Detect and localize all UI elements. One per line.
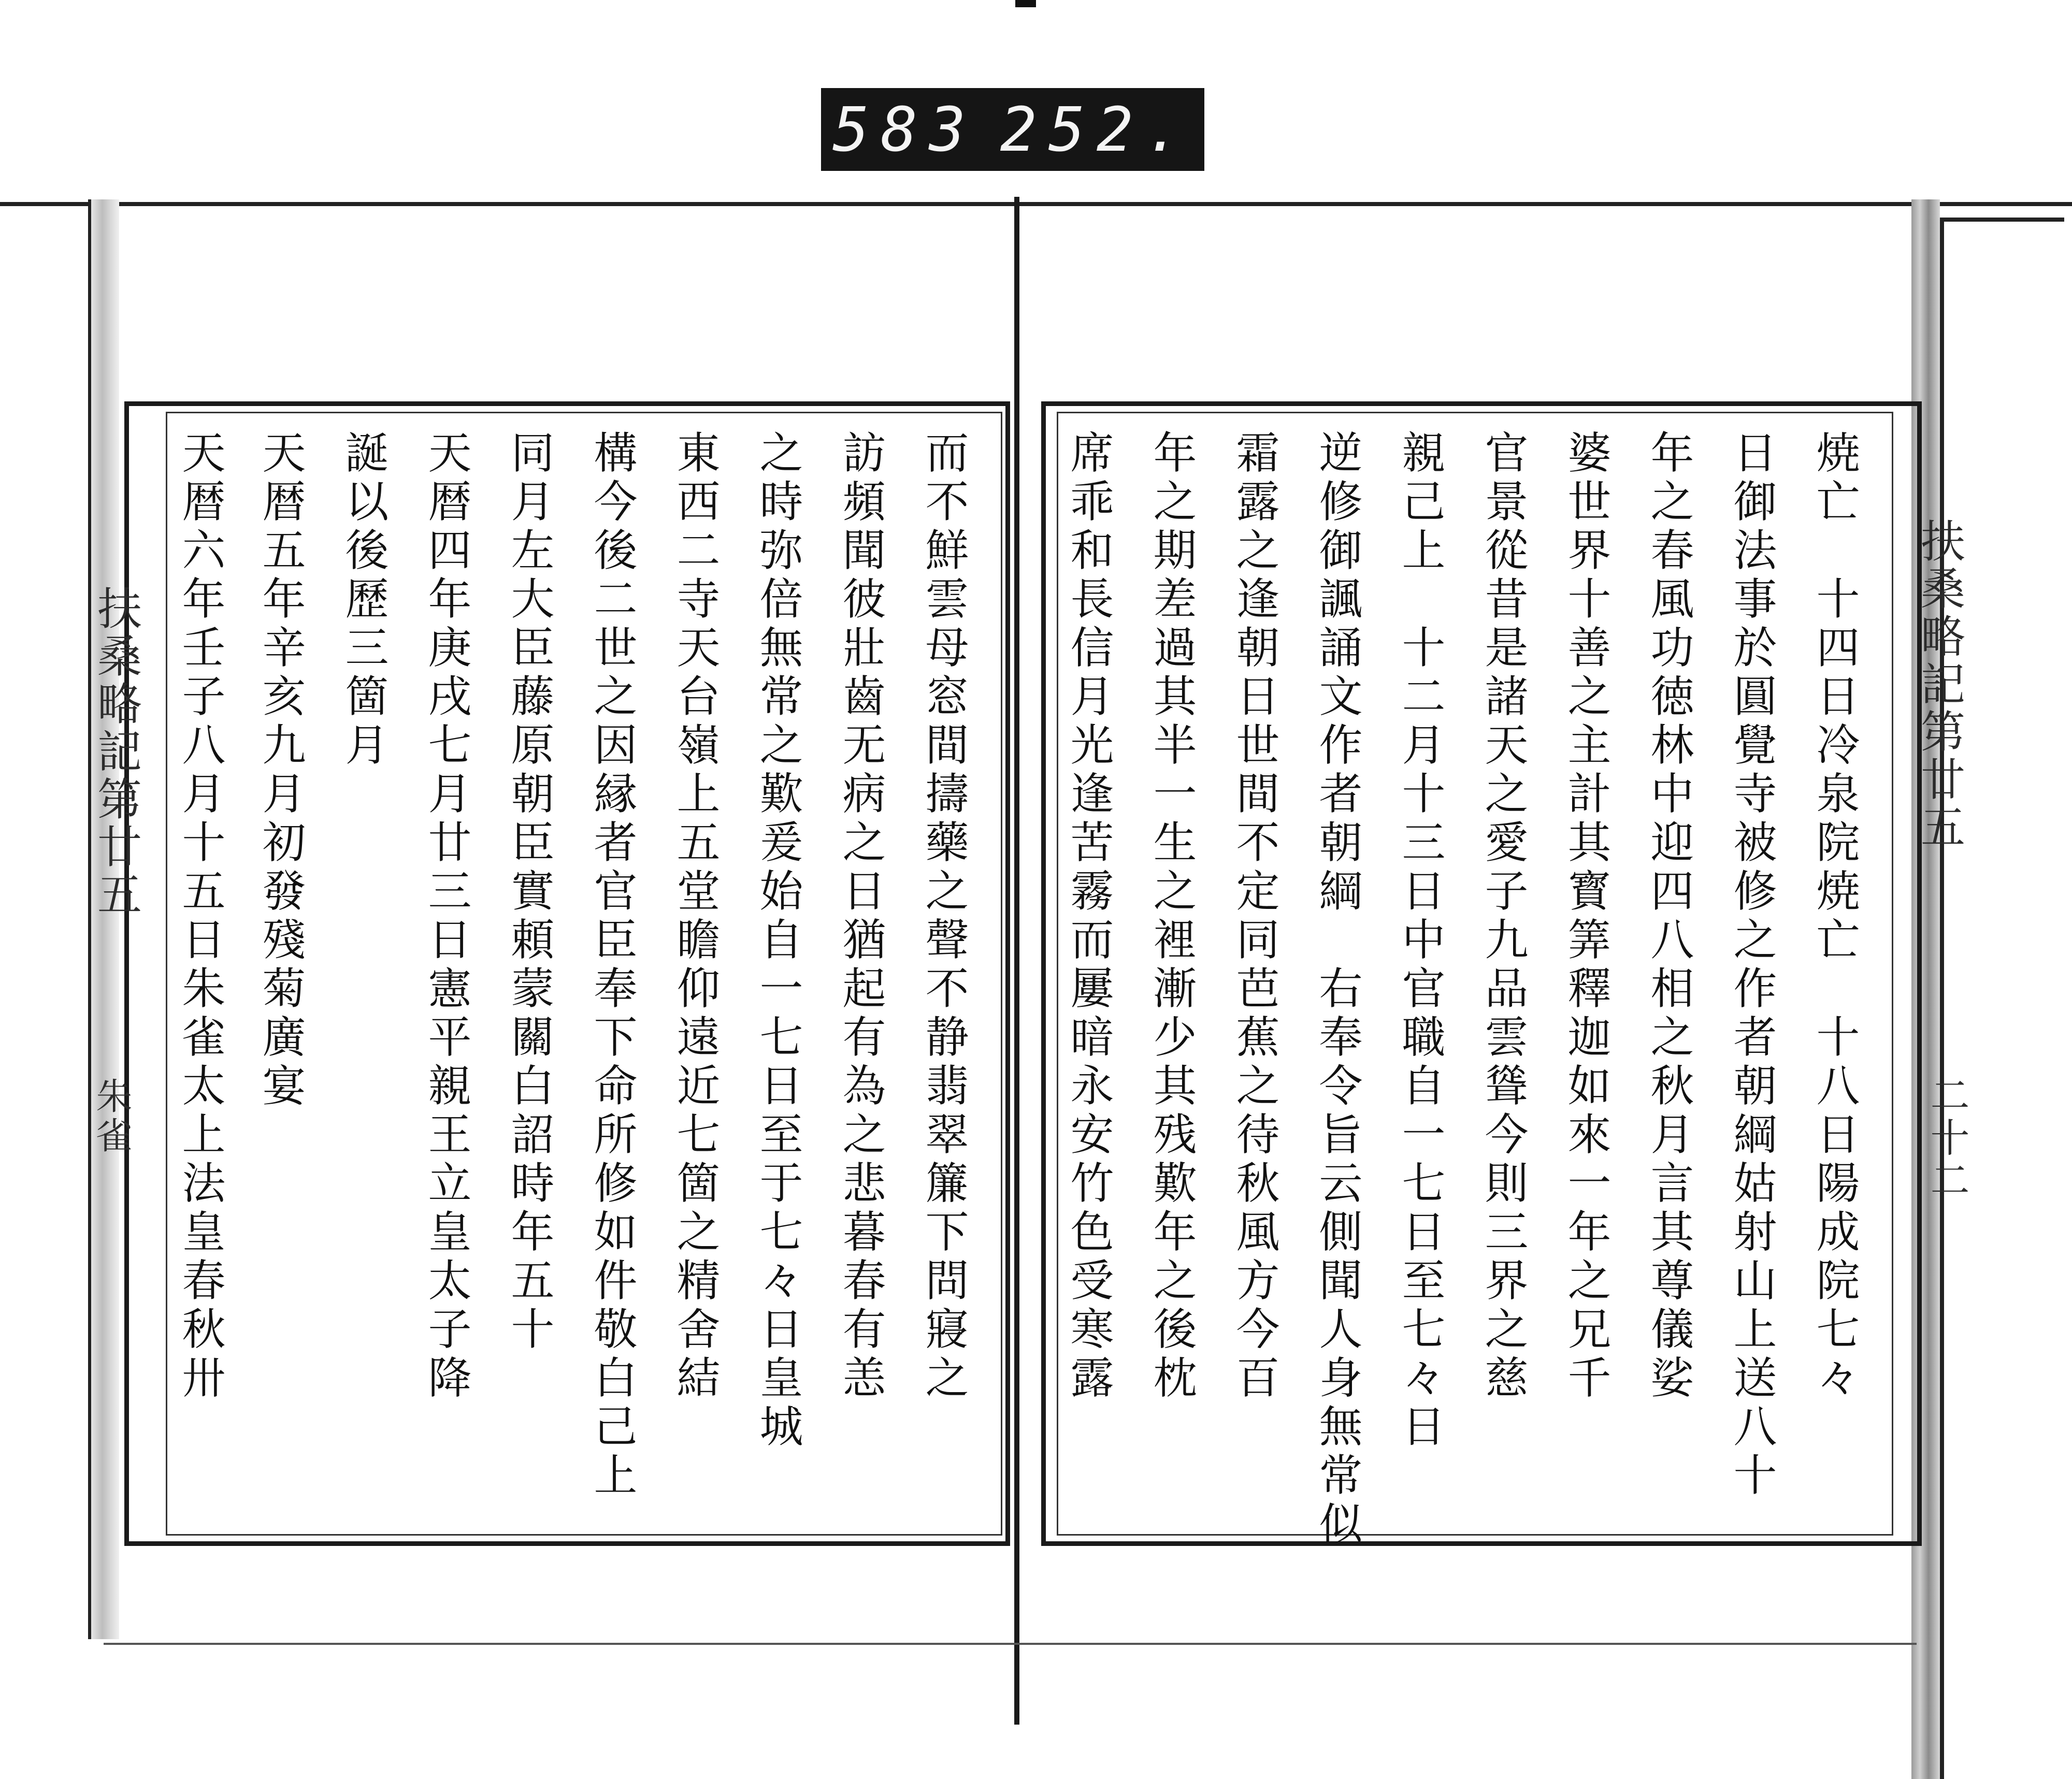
left-spine-tag: 朱雀 xyxy=(90,1077,133,1156)
right-page-column-3: 年之春風功徳林中迎四八相之秋月言其尊儀娑 xyxy=(1644,430,1694,1404)
right-page-column-10: 席乖和長信月光逢苦霧而屢暗永安竹色受寒露 xyxy=(1063,430,1114,1404)
microfilm-reel-label xyxy=(821,88,1204,171)
left-page-column-2: 訪頻聞彼壯齒无病之日猶起有為之悲暮春有恙 xyxy=(836,430,886,1404)
left-page-column-9: 天暦五年辛亥九月初發殘菊廣宴 xyxy=(255,430,306,1111)
reel-number-right: 252. xyxy=(1000,94,1193,165)
left-page-column-7: 天暦四年庚戌七月廿三日憲平親王立皇太子降 xyxy=(421,430,472,1404)
right-page-column-2: 日御法事於圓覺寺被修之作者朝綱姑射山上送八十 xyxy=(1726,430,1777,1501)
top-registration-mark xyxy=(1015,0,1036,7)
book-top-edge xyxy=(0,202,2072,218)
right-cover-flap xyxy=(1940,218,2064,1779)
left-page-column-4: 東西二寺天台嶺上五堂瞻仰遠近七箇之精舍結 xyxy=(670,430,721,1404)
left-page-column-8: 誕以後歷三箇月 xyxy=(338,430,389,771)
reel-number-left: 583 xyxy=(832,94,977,165)
book-gutter xyxy=(1014,197,1019,1725)
right-page-column-7: 逆修御諷誦文作者朝綱 右奉令旨云側聞人身無常似 xyxy=(1312,430,1363,1550)
left-page-column-6: 同月左大臣藤原朝臣實頼蒙關白詔時年五十 xyxy=(504,430,555,1355)
left-page-column-3: 之時弥倍無常之歎爰始自一七日至于七々日皇城 xyxy=(753,430,803,1452)
right-page-column-1: 焼亡 十四日冷泉院焼亡 十八日陽成院七々 xyxy=(1809,430,1860,1404)
right-page-column-5: 官景從昔是諸天之愛子九品雲聳今則三界之慈 xyxy=(1478,430,1529,1404)
bottom-page-edge xyxy=(104,1643,1917,1645)
left-spine-title: 扶桑略記第廿五 xyxy=(90,585,141,919)
left-page-edge xyxy=(88,199,119,1639)
right-page-column-6: 親己上 十二月十三日中官職自一七日至七々日 xyxy=(1395,430,1446,1452)
page-number: 二十二 xyxy=(1924,1075,1970,1202)
right-page-column-8: 霜露之逢朝日世間不定同芭蕉之待秋風方今百 xyxy=(1229,430,1280,1404)
left-page-column-1: 而不鮮雲母窓間擣藥之聲不静翡翠簾下問寢之 xyxy=(918,430,969,1404)
left-page-column-10: 天暦六年壬子八月十五日朱雀太上法皇春秋卅 xyxy=(175,430,226,1404)
right-page-column-4: 婆世界十善之主計其寳筭釋迦如來一年之兄千 xyxy=(1561,430,1611,1404)
right-page-column-9: 年之期差過其半一生之裡漸少其残歎年之後枕 xyxy=(1146,430,1197,1404)
right-running-title: 扶桑略記第廿五 xyxy=(1913,518,1965,851)
left-page-column-5: 構今後二世之因縁者官臣奉下命所修如件敬白己上 xyxy=(587,430,638,1501)
